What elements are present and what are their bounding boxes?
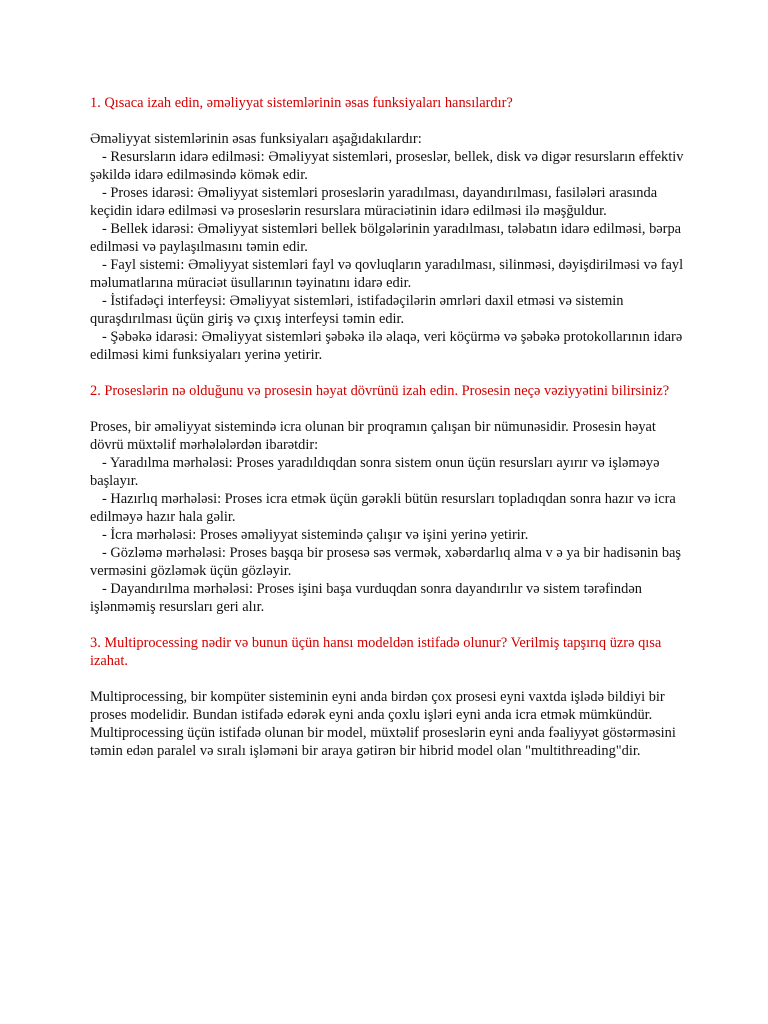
list-item: - Fayl sistemi: Əməliyyat sistemləri fayl və qovluqların yaradılması, silinməsi, dəyişdirilməsi və fayl məlumatlarına müraciət üsullarının təyinatını idarə edir. bbox=[90, 256, 690, 292]
list-item: - İcra mərhələsi: Proses əməliyyat sistemində çalışır və işini yerinə yetirir. bbox=[90, 526, 690, 544]
answer-3-paragraph: Multiprocessing, bir kompüter sisteminin eyni anda birdən çox prosesi eyni vaxtda işlədə bildiyi bir proses modelidir. Bundan istifadə edərək eyni anda çoxlu işləri eyni anda icra etmək mümkündür. Multiprocessing üçün istifadə olunan bir model, müxtəlif proseslərin eyni anda fəaliyyət göstərməsini təmin edən paralel və sıralı işləməni bir araya gətirən bir hibrid model olan "multithreading"dir. bbox=[90, 689, 676, 759]
list-item: - Bellek idarəsi: Əməliyyat sistemləri bellek bölgələrinin yaradılması, tələbatın idarə edilməsi, bərpa edilməsi və paylaşılmasını təmin edir. bbox=[90, 220, 690, 256]
list-item: - Resursların idarə edilməsi: Əməliyyat sistemləri, proseslər, bellek, disk və digər resursların effektiv şəkildə idarə edilməsində kömək edir. bbox=[90, 148, 690, 184]
answer-1-intro: Əməliyyat sistemlərinin əsas funksiyaları aşağıdakılardır: bbox=[90, 131, 422, 147]
answer-2-list bbox=[90, 454, 690, 616]
answer-1 bbox=[90, 130, 690, 364]
answer-2 bbox=[90, 418, 690, 616]
list-item: - Dayandırılma mərhələsi: Proses işini başa vurduqdan sonra dayandırılır və sistem tərəfindən işlənməmiş resursları geri alır. bbox=[90, 580, 690, 616]
question-2: 2. Proseslərin nə olduğunu və prosesin həyat dövrünü izah edin. Prosesin neçə vəziyyətini bilirsiniz? bbox=[90, 383, 670, 399]
answer-1-list bbox=[90, 148, 690, 364]
list-item: - İstifadəçi interfeysi: Əməliyyat sistemləri, istifadəçilərin əmrləri daxil etməsi və sistemin quraşdırılması üçün giriş və çıxış interfeysi təmin edir. bbox=[90, 292, 690, 328]
list-item: - Şəbəkə idarəsi: Əməliyyat sistemləri şəbəkə ilə əlaqə, veri köçürmə və şəbəkə protokollarının idarə edilməsi kimi funksiyaları yerinə yetirir. bbox=[90, 328, 690, 364]
answer-2-intro: Proses, bir əməliyyat sistemində icra olunan bir proqramın çalışan bir nümunəsidir. Prosesin həyat dövrü müxtəlif mərhələlərdən ibarətdir: bbox=[90, 419, 656, 453]
list-item: - Yaradılma mərhələsi: Proses yaradıldıqdan sonra sistem onun üçün resursları ayırır və işləməyə başlayır. bbox=[90, 454, 690, 490]
question-3: 3. Multiprocessing nədir və bunun üçün hansı modeldən istifadə olunur? Verilmiş tapşırıq üzrə qısa izahat. bbox=[90, 635, 662, 669]
document-page bbox=[90, 94, 690, 760]
list-item: - Hazırlıq mərhələsi: Proses icra etmək üçün gərəkli bütün resursları topladıqdan sonra hazır və icra edilməyə hazır hala gəlir. bbox=[90, 490, 690, 526]
list-item: - Gözləmə mərhələsi: Proses başqa bir prosesə səs vermək, xəbərdarlıq alma v ə ya bir hadisənin baş verməsini gözləmək üçün gözləyir. bbox=[90, 544, 690, 580]
list-item: - Proses idarəsi: Əməliyyat sistemləri proseslərin yaradılması, dayandırılması, fasilələri arasında keçidin idarə edilməsi və proseslərin resurslara müraciətinin idarə edilməsi ilə məşğuldur. bbox=[90, 184, 690, 220]
question-1: 1. Qısaca izah edin, əməliyyat sistemlərinin əsas funksiyaları hansılardır? bbox=[90, 95, 513, 111]
